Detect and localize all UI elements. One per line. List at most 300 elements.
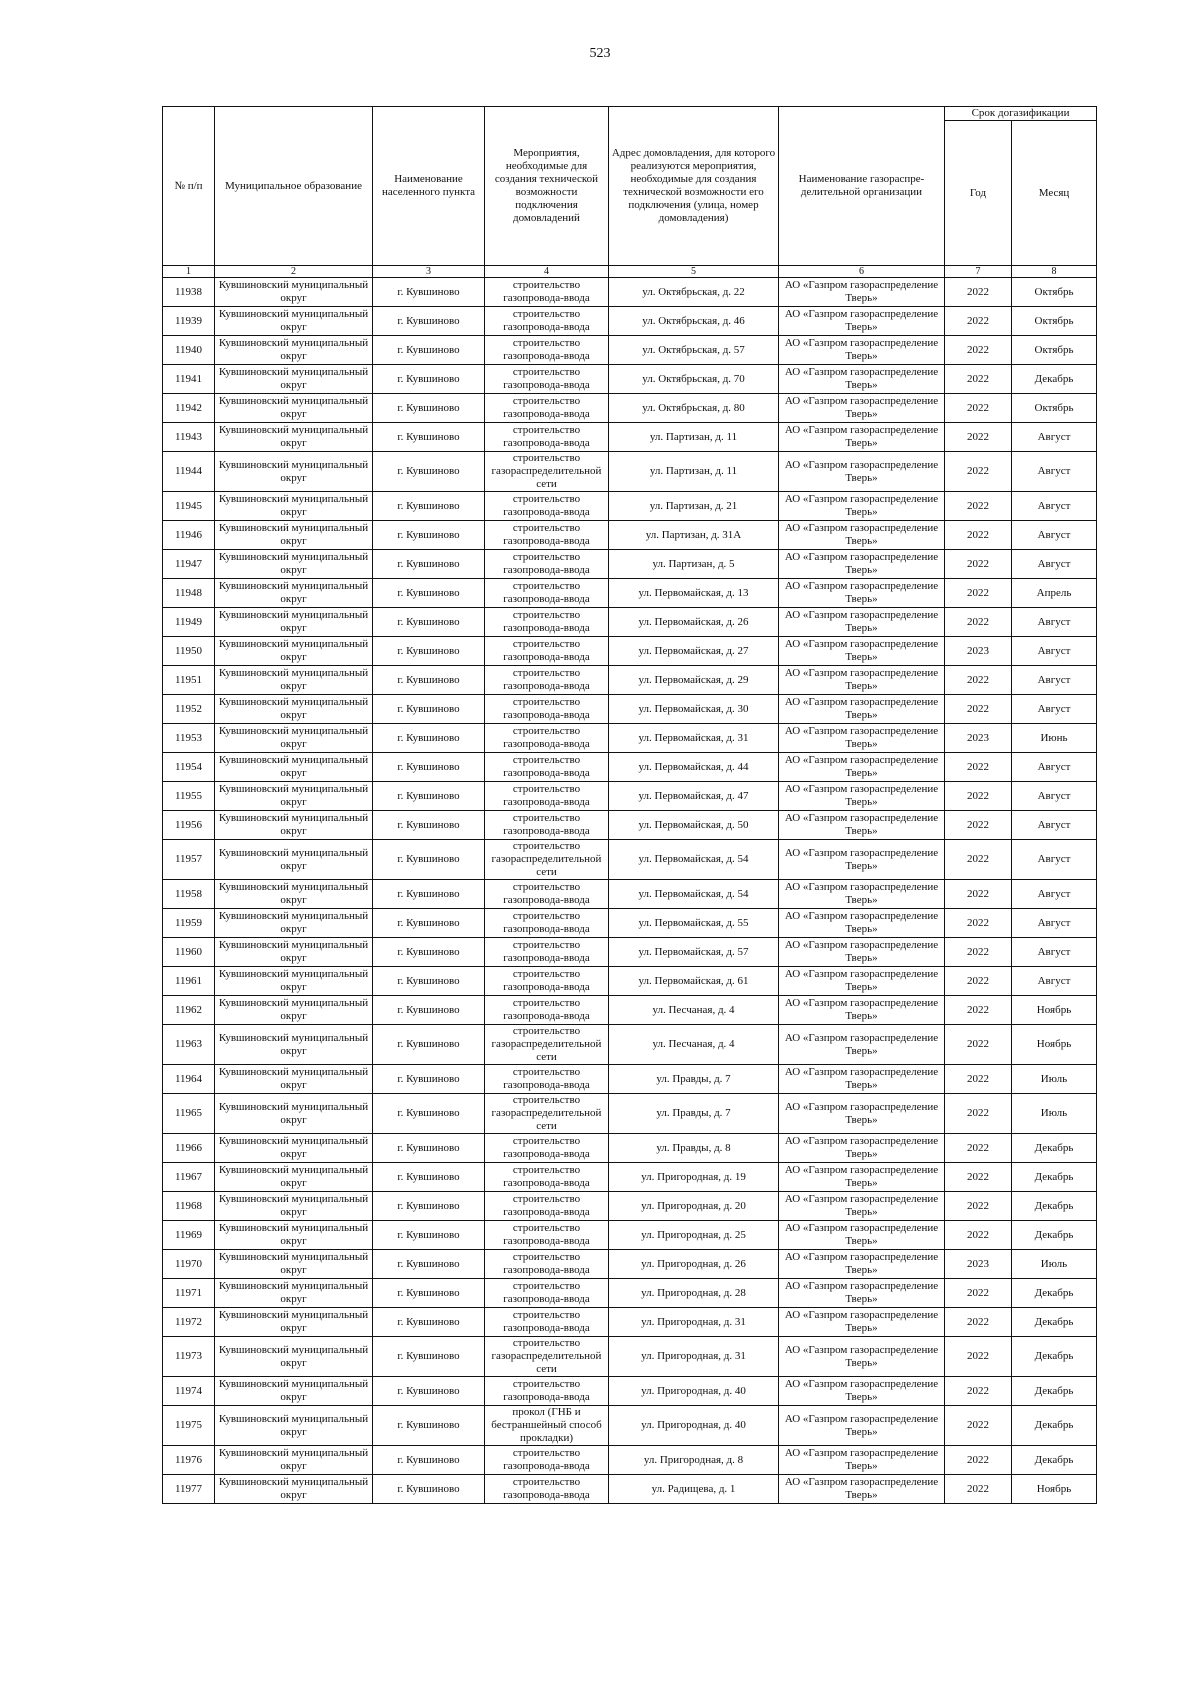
table-row [163, 608, 1097, 637]
address-cell: ул. Октябрьская, д. 57 [609, 336, 779, 365]
month-cell: Декабрь [1012, 1337, 1097, 1377]
month-cell: Октябрь [1012, 278, 1097, 307]
organization-cell: АО «Газпром газораспределение Тверь» [779, 1250, 945, 1279]
organization-cell: АО «Газпром газораспределение Тверь» [779, 1025, 945, 1065]
address-cell: ул. Партизан, д. 21 [609, 492, 779, 521]
settlement-cell: г. Кувшиново [373, 1134, 485, 1163]
table-body [163, 278, 1097, 1504]
table-row [163, 1025, 1097, 1065]
month-cell: Ноябрь [1012, 1025, 1097, 1065]
activity-cell: строительство газопровода-ввода [485, 967, 609, 996]
table-row [163, 1446, 1097, 1475]
settlement-cell: г. Кувшиново [373, 550, 485, 579]
activity-cell: строительство газопровода-ввода [485, 394, 609, 423]
address-cell: ул. Пригородная, д. 31 [609, 1308, 779, 1337]
year-cell: 2022 [945, 967, 1012, 996]
header-settlement: Наименование населенного пункта [373, 107, 485, 266]
month-cell: Август [1012, 840, 1097, 880]
row-number: 11941 [163, 365, 215, 394]
month-cell: Август [1012, 521, 1097, 550]
organization-cell: АО «Газпром газораспределение Тверь» [779, 695, 945, 724]
address-cell: ул. Октябрьская, д. 70 [609, 365, 779, 394]
address-cell: ул. Пригородная, д. 19 [609, 1163, 779, 1192]
header-year: Год [945, 121, 1012, 266]
address-cell: ул. Первомайская, д. 50 [609, 811, 779, 840]
address-cell: ул. Первомайская, д. 31 [609, 724, 779, 753]
month-cell: Август [1012, 608, 1097, 637]
municipality-cell: Кувшиновский муниципальный округ [215, 492, 373, 521]
year-cell: 2022 [945, 996, 1012, 1025]
municipality-cell: Кувшиновский муниципальный округ [215, 521, 373, 550]
address-cell: ул. Партизан, д. 31А [609, 521, 779, 550]
row-number: 11952 [163, 695, 215, 724]
row-number: 11956 [163, 811, 215, 840]
row-number: 11973 [163, 1337, 215, 1377]
municipality-cell: Кувшиновский муниципальный округ [215, 666, 373, 695]
address-cell: ул. Правды, д. 8 [609, 1134, 779, 1163]
year-cell: 2022 [945, 1094, 1012, 1134]
table-row [163, 1221, 1097, 1250]
activity-cell: строительство газопровода-ввода [485, 996, 609, 1025]
table-row [163, 1134, 1097, 1163]
month-cell: Август [1012, 753, 1097, 782]
settlement-cell: г. Кувшиново [373, 1094, 485, 1134]
table-row [163, 423, 1097, 452]
settlement-cell: г. Кувшиново [373, 1163, 485, 1192]
address-cell: ул. Пригородная, д. 26 [609, 1250, 779, 1279]
year-cell: 2022 [945, 782, 1012, 811]
activity-cell: строительство газопровода-ввода [485, 724, 609, 753]
organization-cell: АО «Газпром газораспределение Тверь» [779, 1337, 945, 1377]
month-cell: Декабрь [1012, 365, 1097, 394]
activity-cell: строительство газораспределительной сети [485, 1094, 609, 1134]
header-number: № п/п [163, 107, 215, 266]
table-row [163, 336, 1097, 365]
settlement-cell: г. Кувшиново [373, 1025, 485, 1065]
activity-cell: строительство газопровода-ввода [485, 521, 609, 550]
column-number: 6 [779, 266, 945, 278]
address-cell: ул. Партизан, д. 11 [609, 452, 779, 492]
organization-cell: АО «Газпром газораспределение Тверь» [779, 1308, 945, 1337]
month-cell: Август [1012, 782, 1097, 811]
settlement-cell: г. Кувшиново [373, 666, 485, 695]
month-cell: Июль [1012, 1250, 1097, 1279]
row-number: 11961 [163, 967, 215, 996]
settlement-cell: г. Кувшиново [373, 394, 485, 423]
row-number: 11967 [163, 1163, 215, 1192]
organization-cell: АО «Газпром газораспределение Тверь» [779, 307, 945, 336]
municipality-cell: Кувшиновский муниципальный округ [215, 608, 373, 637]
settlement-cell: г. Кувшиново [373, 1192, 485, 1221]
header-month: Месяц [1012, 121, 1097, 266]
table-row [163, 365, 1097, 394]
settlement-cell: г. Кувшиново [373, 782, 485, 811]
organization-cell: АО «Газпром газораспределение Тверь» [779, 452, 945, 492]
activity-cell: строительство газопровода-ввода [485, 608, 609, 637]
table-row [163, 1279, 1097, 1308]
year-cell: 2022 [945, 521, 1012, 550]
municipality-cell: Кувшиновский муниципальный округ [215, 1475, 373, 1504]
year-cell: 2023 [945, 724, 1012, 753]
month-cell: Июль [1012, 1094, 1097, 1134]
activity-cell: строительство газопровода-ввода [485, 307, 609, 336]
month-cell: Август [1012, 452, 1097, 492]
year-cell: 2022 [945, 423, 1012, 452]
address-cell: ул. Песчаная, д. 4 [609, 996, 779, 1025]
table-row [163, 394, 1097, 423]
organization-cell: АО «Газпром газораспределение Тверь» [779, 880, 945, 909]
settlement-cell: г. Кувшиново [373, 938, 485, 967]
row-number: 11974 [163, 1377, 215, 1406]
row-number: 11970 [163, 1250, 215, 1279]
table-row [163, 1406, 1097, 1446]
organization-cell: АО «Газпром газораспределение Тверь» [779, 423, 945, 452]
municipality-cell: Кувшиновский муниципальный округ [215, 394, 373, 423]
organization-cell: АО «Газпром газораспределение Тверь» [779, 1134, 945, 1163]
year-cell: 2023 [945, 1250, 1012, 1279]
municipality-cell: Кувшиновский муниципальный округ [215, 365, 373, 394]
table-row [163, 1163, 1097, 1192]
table-row [163, 579, 1097, 608]
activity-cell: строительство газопровода-ввода [485, 753, 609, 782]
table-row [163, 880, 1097, 909]
municipality-cell: Кувшиновский муниципальный округ [215, 637, 373, 666]
settlement-cell: г. Кувшиново [373, 1475, 485, 1504]
column-number: 7 [945, 266, 1012, 278]
address-cell: ул. Октябрьская, д. 80 [609, 394, 779, 423]
row-number: 11977 [163, 1475, 215, 1504]
row-number: 11947 [163, 550, 215, 579]
table-row [163, 840, 1097, 880]
row-number: 11975 [163, 1406, 215, 1446]
row-number: 11945 [163, 492, 215, 521]
year-cell: 2022 [945, 1025, 1012, 1065]
activity-cell: строительство газораспределительной сети [485, 1337, 609, 1377]
year-cell: 2022 [945, 579, 1012, 608]
year-cell: 2022 [945, 880, 1012, 909]
organization-cell: АО «Газпром газораспределение Тверь» [779, 336, 945, 365]
year-cell: 2022 [945, 1337, 1012, 1377]
activity-cell: строительство газопровода-ввода [485, 666, 609, 695]
table-row [163, 811, 1097, 840]
row-number: 11938 [163, 278, 215, 307]
municipality-cell: Кувшиновский муниципальный округ [215, 782, 373, 811]
table-row [163, 1094, 1097, 1134]
activity-cell: строительство газопровода-ввода [485, 1221, 609, 1250]
month-cell: Декабрь [1012, 1377, 1097, 1406]
organization-cell: АО «Газпром газораспределение Тверь» [779, 278, 945, 307]
activity-cell: строительство газопровода-ввода [485, 423, 609, 452]
organization-cell: АО «Газпром газораспределение Тверь» [779, 492, 945, 521]
activity-cell: строительство газопровода-ввода [485, 1279, 609, 1308]
row-number: 11966 [163, 1134, 215, 1163]
year-cell: 2022 [945, 938, 1012, 967]
address-cell: ул. Первомайская, д. 57 [609, 938, 779, 967]
table-row [163, 996, 1097, 1025]
settlement-cell: г. Кувшиново [373, 608, 485, 637]
activity-cell: прокол (ГНБ и бестраншейный способ прокладки) [485, 1406, 609, 1446]
organization-cell: АО «Газпром газораспределение Тверь» [779, 724, 945, 753]
municipality-cell: Кувшиновский муниципальный округ [215, 307, 373, 336]
activity-cell: строительство газопровода-ввода [485, 909, 609, 938]
table-row [163, 521, 1097, 550]
table-row [163, 909, 1097, 938]
settlement-cell: г. Кувшиново [373, 1221, 485, 1250]
year-cell: 2022 [945, 1279, 1012, 1308]
month-cell: Октябрь [1012, 307, 1097, 336]
settlement-cell: г. Кувшиново [373, 1279, 485, 1308]
activity-cell: строительство газопровода-ввода [485, 782, 609, 811]
municipality-cell: Кувшиновский муниципальный округ [215, 1134, 373, 1163]
header-column-numbers [163, 266, 1097, 278]
month-cell: Декабрь [1012, 1308, 1097, 1337]
activity-cell: строительство газопровода-ввода [485, 1475, 609, 1504]
municipality-cell: Кувшиновский муниципальный округ [215, 1377, 373, 1406]
address-cell: ул. Пригородная, д. 31 [609, 1337, 779, 1377]
row-number: 11940 [163, 336, 215, 365]
month-cell: Август [1012, 550, 1097, 579]
year-cell: 2022 [945, 365, 1012, 394]
address-cell: ул. Пригородная, д. 8 [609, 1446, 779, 1475]
year-cell: 2022 [945, 909, 1012, 938]
row-number: 11953 [163, 724, 215, 753]
month-cell: Август [1012, 423, 1097, 452]
municipality-cell: Кувшиновский муниципальный округ [215, 840, 373, 880]
header-activities: Мероприятия, необходимые для создания технической возможности подключения домовладений [485, 107, 609, 266]
address-cell: ул. Первомайская, д. 44 [609, 753, 779, 782]
address-cell: ул. Песчаная, д. 4 [609, 1025, 779, 1065]
organization-cell: АО «Газпром газораспределение Тверь» [779, 1406, 945, 1446]
year-cell: 2022 [945, 394, 1012, 423]
table-row [163, 753, 1097, 782]
year-cell: 2022 [945, 608, 1012, 637]
address-cell: ул. Правды, д. 7 [609, 1094, 779, 1134]
address-cell: ул. Пригородная, д. 20 [609, 1192, 779, 1221]
header-address: Адрес домовладения, для которого реализуются мероприятия, необходимые для создания технической возможности его подключения (улица, номер домовладения) [609, 107, 779, 266]
month-cell: Октябрь [1012, 394, 1097, 423]
municipality-cell: Кувшиновский муниципальный округ [215, 938, 373, 967]
table-row [163, 1337, 1097, 1377]
organization-cell: АО «Газпром газораспределение Тверь» [779, 1475, 945, 1504]
settlement-cell: г. Кувшиново [373, 880, 485, 909]
activity-cell: строительство газораспределительной сети [485, 452, 609, 492]
month-cell: Декабрь [1012, 1221, 1097, 1250]
header-municipality: Муниципальное образование [215, 107, 373, 266]
header-deadline-group: Срок догазификации [945, 107, 1097, 121]
activity-cell: строительство газораспределительной сети [485, 1025, 609, 1065]
activity-cell: строительство газопровода-ввода [485, 1377, 609, 1406]
column-number: 3 [373, 266, 485, 278]
month-cell: Декабрь [1012, 1446, 1097, 1475]
municipality-cell: Кувшиновский муниципальный округ [215, 1446, 373, 1475]
month-cell: Август [1012, 811, 1097, 840]
table-row [163, 550, 1097, 579]
address-cell: ул. Первомайская, д. 30 [609, 695, 779, 724]
activity-cell: строительство газопровода-ввода [485, 1446, 609, 1475]
month-cell: Август [1012, 967, 1097, 996]
table-row [163, 452, 1097, 492]
address-cell: ул. Первомайская, д. 27 [609, 637, 779, 666]
municipality-cell: Кувшиновский муниципальный округ [215, 1250, 373, 1279]
settlement-cell: г. Кувшиново [373, 1065, 485, 1094]
month-cell: Декабрь [1012, 1406, 1097, 1446]
settlement-cell: г. Кувшиново [373, 452, 485, 492]
table-row [163, 1192, 1097, 1221]
year-cell: 2022 [945, 695, 1012, 724]
month-cell: Декабрь [1012, 1134, 1097, 1163]
address-cell: ул. Октябрьская, д. 46 [609, 307, 779, 336]
organization-cell: АО «Газпром газораспределение Тверь» [779, 840, 945, 880]
row-number: 11957 [163, 840, 215, 880]
organization-cell: АО «Газпром газораспределение Тверь» [779, 1446, 945, 1475]
row-number: 11971 [163, 1279, 215, 1308]
address-cell: ул. Первомайская, д. 13 [609, 579, 779, 608]
settlement-cell: г. Кувшиново [373, 996, 485, 1025]
municipality-cell: Кувшиновский муниципальный округ [215, 550, 373, 579]
month-cell: Август [1012, 909, 1097, 938]
address-cell: ул. Первомайская, д. 26 [609, 608, 779, 637]
organization-cell: АО «Газпром газораспределение Тверь» [779, 1377, 945, 1406]
settlement-cell: г. Кувшиново [373, 1250, 485, 1279]
address-cell: ул. Первомайская, д. 54 [609, 840, 779, 880]
month-cell: Июнь [1012, 724, 1097, 753]
header-organization: Наименование газораспре-делительной организации [779, 107, 945, 266]
address-cell: ул. Пригородная, д. 40 [609, 1377, 779, 1406]
table-row [163, 1065, 1097, 1094]
year-cell: 2022 [945, 840, 1012, 880]
settlement-cell: г. Кувшиново [373, 1337, 485, 1377]
table-row [163, 695, 1097, 724]
row-number: 11959 [163, 909, 215, 938]
month-cell: Август [1012, 880, 1097, 909]
activity-cell: строительство газопровода-ввода [485, 1250, 609, 1279]
activity-cell: строительство газопровода-ввода [485, 278, 609, 307]
activity-cell: строительство газопровода-ввода [485, 365, 609, 394]
year-cell: 2022 [945, 550, 1012, 579]
activity-cell: строительство газопровода-ввода [485, 1192, 609, 1221]
settlement-cell: г. Кувшиново [373, 365, 485, 394]
activity-cell: строительство газопровода-ввода [485, 336, 609, 365]
organization-cell: АО «Газпром газораспределение Тверь» [779, 1279, 945, 1308]
municipality-cell: Кувшиновский муниципальный округ [215, 1406, 373, 1446]
row-number: 11962 [163, 996, 215, 1025]
settlement-cell: г. Кувшиново [373, 336, 485, 365]
table-row [163, 1308, 1097, 1337]
municipality-cell: Кувшиновский муниципальный округ [215, 423, 373, 452]
year-cell: 2022 [945, 1406, 1012, 1446]
row-number: 11943 [163, 423, 215, 452]
municipality-cell: Кувшиновский муниципальный округ [215, 1192, 373, 1221]
activity-cell: строительство газопровода-ввода [485, 1308, 609, 1337]
row-number: 11948 [163, 579, 215, 608]
municipality-cell: Кувшиновский муниципальный округ [215, 579, 373, 608]
year-cell: 2023 [945, 637, 1012, 666]
municipality-cell: Кувшиновский муниципальный округ [215, 1025, 373, 1065]
row-number: 11954 [163, 753, 215, 782]
address-cell: ул. Правды, д. 7 [609, 1065, 779, 1094]
row-number: 11946 [163, 521, 215, 550]
municipality-cell: Кувшиновский муниципальный округ [215, 336, 373, 365]
organization-cell: АО «Газпром газораспределение Тверь» [779, 550, 945, 579]
table-row [163, 1377, 1097, 1406]
settlement-cell: г. Кувшиново [373, 492, 485, 521]
row-number: 11942 [163, 394, 215, 423]
table-row [163, 278, 1097, 307]
municipality-cell: Кувшиновский муниципальный округ [215, 1221, 373, 1250]
activity-cell: строительство газопровода-ввода [485, 1163, 609, 1192]
settlement-cell: г. Кувшиново [373, 811, 485, 840]
activity-cell: строительство газопровода-ввода [485, 695, 609, 724]
address-cell: ул. Пригородная, д. 25 [609, 1221, 779, 1250]
address-cell: ул. Пригородная, д. 40 [609, 1406, 779, 1446]
activity-cell: строительство газопровода-ввода [485, 637, 609, 666]
year-cell: 2022 [945, 753, 1012, 782]
column-number: 4 [485, 266, 609, 278]
settlement-cell: г. Кувшиново [373, 1377, 485, 1406]
row-number: 11939 [163, 307, 215, 336]
table-row [163, 938, 1097, 967]
municipality-cell: Кувшиновский муниципальный округ [215, 1279, 373, 1308]
year-cell: 2022 [945, 1134, 1012, 1163]
row-number: 11965 [163, 1094, 215, 1134]
municipality-cell: Кувшиновский муниципальный округ [215, 278, 373, 307]
activity-cell: строительство газопровода-ввода [485, 1134, 609, 1163]
settlement-cell: г. Кувшиново [373, 840, 485, 880]
month-cell: Октябрь [1012, 336, 1097, 365]
table-row [163, 492, 1097, 521]
settlement-cell: г. Кувшиново [373, 753, 485, 782]
row-number: 11955 [163, 782, 215, 811]
table-row [163, 782, 1097, 811]
municipality-cell: Кувшиновский муниципальный округ [215, 1065, 373, 1094]
table-row [163, 307, 1097, 336]
page-number: 523 [589, 46, 611, 61]
month-cell: Декабрь [1012, 1279, 1097, 1308]
municipality-cell: Кувшиновский муниципальный округ [215, 1094, 373, 1134]
gasification-table [162, 106, 1097, 1504]
municipality-cell: Кувшиновский муниципальный округ [215, 1337, 373, 1377]
address-cell: ул. Партизан, д. 5 [609, 550, 779, 579]
organization-cell: АО «Газпром газораспределение Тверь» [779, 996, 945, 1025]
municipality-cell: Кувшиновский муниципальный округ [215, 1308, 373, 1337]
activity-cell: строительство газопровода-ввода [485, 938, 609, 967]
address-cell: ул. Первомайская, д. 61 [609, 967, 779, 996]
table-row [163, 666, 1097, 695]
column-number: 5 [609, 266, 779, 278]
municipality-cell: Кувшиновский муниципальный округ [215, 753, 373, 782]
activity-cell: строительство газораспределительной сети [485, 840, 609, 880]
month-cell: Август [1012, 637, 1097, 666]
row-number: 11976 [163, 1446, 215, 1475]
row-number: 11960 [163, 938, 215, 967]
organization-cell: АО «Газпром газораспределение Тверь» [779, 1065, 945, 1094]
organization-cell: АО «Газпром газораспределение Тверь» [779, 811, 945, 840]
organization-cell: АО «Газпром газораспределение Тверь» [779, 967, 945, 996]
month-cell: Ноябрь [1012, 996, 1097, 1025]
municipality-cell: Кувшиновский муниципальный округ [215, 724, 373, 753]
row-number: 11969 [163, 1221, 215, 1250]
organization-cell: АО «Газпром газораспределение Тверь» [779, 579, 945, 608]
year-cell: 2022 [945, 1475, 1012, 1504]
year-cell: 2022 [945, 492, 1012, 521]
year-cell: 2022 [945, 452, 1012, 492]
month-cell: Август [1012, 695, 1097, 724]
row-number: 11972 [163, 1308, 215, 1337]
settlement-cell: г. Кувшиново [373, 1406, 485, 1446]
year-cell: 2022 [945, 1377, 1012, 1406]
municipality-cell: Кувшиновский муниципальный округ [215, 811, 373, 840]
organization-cell: АО «Газпром газораспределение Тверь» [779, 365, 945, 394]
